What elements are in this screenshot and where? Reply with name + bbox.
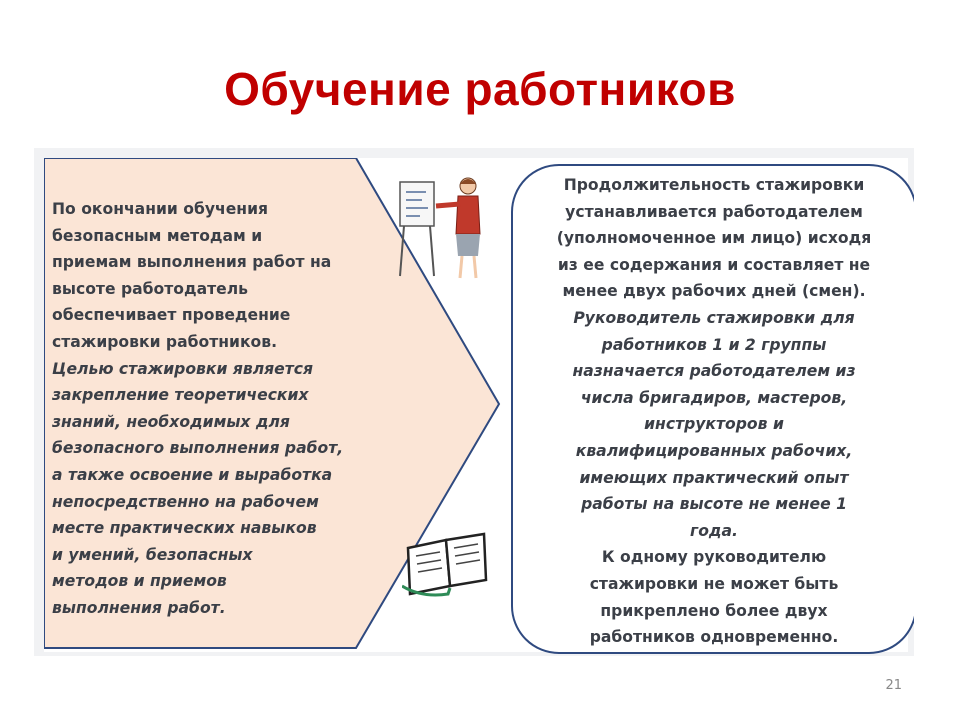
right-line: имеющих практический опыт	[579, 468, 849, 487]
left-line: стажировки работников.	[52, 332, 278, 351]
left-line: По окончании обучения	[52, 200, 269, 218]
right-line: квалифицированных рабочих,	[575, 441, 853, 460]
teacher-at-flipchart-icon	[396, 172, 492, 284]
content-area	[44, 158, 908, 652]
right-line: назначается работодателем из	[572, 362, 856, 381]
right-line: Руководитель стажировки для	[573, 308, 855, 327]
left-line: обеспечивает проведение	[52, 306, 291, 325]
open-book-icon	[402, 528, 492, 604]
left-line: безопасным методам и	[52, 226, 263, 245]
page-number: 21	[885, 678, 902, 693]
left-line: закрепление теоретических	[52, 386, 309, 405]
left-line: непосредственно на рабочем	[52, 492, 319, 511]
right-line: устанавливается работодателем	[565, 202, 863, 221]
right-line: инструкторов и	[644, 415, 784, 434]
right-line: работы на высоте не менее 1	[581, 495, 847, 514]
right-line: года.	[690, 521, 738, 540]
page-title: Обучение работников	[224, 63, 736, 115]
left-line: высоте работодатель	[52, 279, 249, 298]
left-line: а также освоение и выработка	[52, 465, 333, 484]
left-line: приемам выполнения работ на	[52, 253, 332, 272]
right-line: менее двух рабочих дней (смен).	[562, 282, 866, 301]
left-line: и умений, безопасных	[52, 545, 253, 564]
right-text-block	[524, 172, 904, 651]
left-line: Целью стажировки является	[52, 359, 314, 378]
right-line: работников 1 и 2 группы	[601, 335, 827, 354]
right-line: работников одновременно.	[589, 628, 839, 647]
left-line: безопасного выполнения работ,	[52, 439, 344, 458]
right-line: прикреплено более двух	[600, 601, 828, 620]
right-line: числа бригадиров, мастеров,	[580, 388, 848, 407]
content-panel	[34, 148, 914, 656]
right-line: К одному руководителю	[601, 548, 827, 567]
right-line: Продолжительность стажировки	[563, 176, 865, 194]
left-text-block	[52, 196, 382, 622]
right-line: (уполномоченное им лицо) исходя	[556, 229, 872, 248]
left-line: месте практических навыков	[52, 519, 317, 538]
right-line: стажировки не может быть	[589, 574, 839, 593]
left-line: знаний, необходимых для	[52, 412, 290, 431]
left-line: методов и приемов	[52, 572, 227, 591]
left-line: выполнения работ.	[52, 598, 226, 617]
right-line: из ее содержания и составляет не	[557, 255, 871, 274]
